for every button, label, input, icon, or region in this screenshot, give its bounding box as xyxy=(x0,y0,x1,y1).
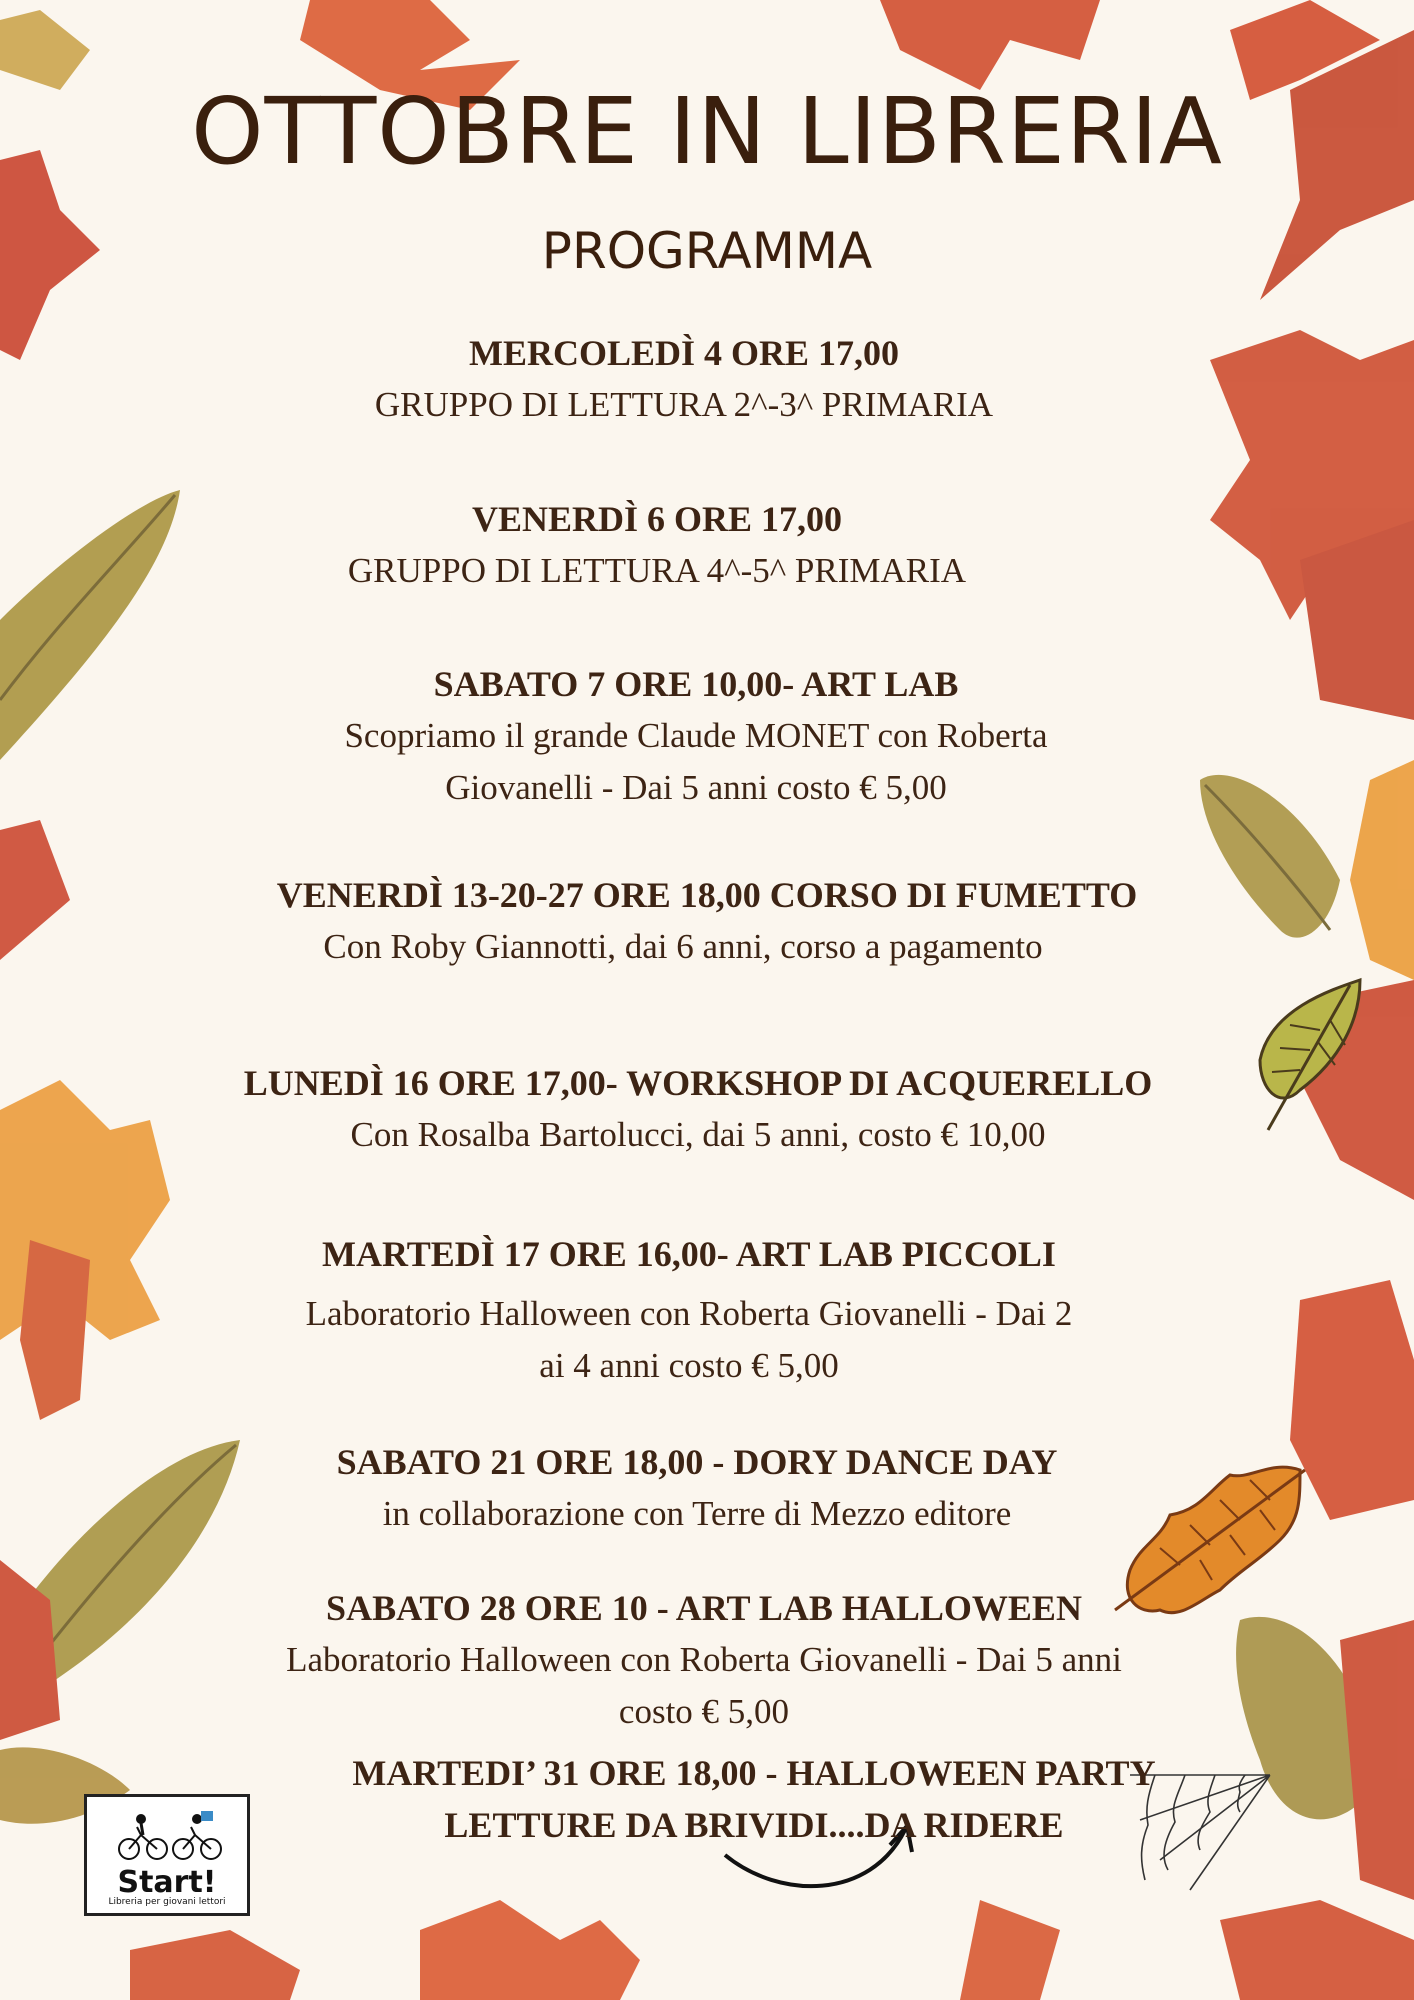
event-description: GRUPPO DI LETTURA 2^-3^ PRIMARIA xyxy=(374,385,994,424)
event-description: ai 4 anni costo € 5,00 xyxy=(539,1346,839,1385)
event-heading: SABATO 21 ORE 18,00 - DORY DANCE DAY xyxy=(336,1442,1058,1482)
event-item xyxy=(0,1436,1404,1540)
event-description: GRUPPO DI LETTURA 4^-5^ PRIMARIA xyxy=(347,551,967,590)
bookstore-logo xyxy=(84,1794,250,1916)
event-description: costo € 5,00 xyxy=(618,1692,790,1731)
event-item xyxy=(0,1582,1411,1738)
event-heading: MERCOLEDÌ 4 ORE 17,00 xyxy=(468,333,900,373)
event-description: Giovanelli - Dai 5 anni costo € 5,00 xyxy=(445,768,947,807)
event-heading: VENERDÌ 13-20-27 ORE 18,00 CORSO DI FUMETTO xyxy=(276,875,1138,915)
autumn-leaf-icon xyxy=(1220,1900,1414,2000)
event-description: Laboratorio Halloween con Roberta Giovanelli - Dai 2 xyxy=(305,1294,1073,1333)
event-item xyxy=(0,1228,1396,1392)
event-item xyxy=(0,327,1391,431)
event-description: Laboratorio Halloween con Roberta Giovanelli - Dai 5 anni xyxy=(286,1640,1122,1679)
event-item xyxy=(47,1747,1414,1851)
event-description: Con Roby Giannotti, dai 6 anni, corso a pagamento xyxy=(323,927,1043,966)
event-heading: SABATO 7 ORE 10,00- ART LAB xyxy=(433,664,959,704)
autumn-leaf-icon xyxy=(960,1900,1060,2000)
event-item xyxy=(0,1057,1405,1161)
page-subtitle: PROGRAMMA xyxy=(541,222,873,280)
event-item xyxy=(0,658,1403,814)
event-heading: VENERDÌ 6 ORE 17,00 xyxy=(471,499,843,539)
event-heading: SABATO 28 ORE 10 - ART LAB HALLOWEEN xyxy=(326,1588,1082,1628)
autumn-leaf-icon xyxy=(880,0,1100,90)
page-title: OTTOBRE IN LIBRERIA xyxy=(191,78,1223,185)
event-description: in collaborazione con Terre di Mezzo editore xyxy=(382,1494,1012,1533)
autumn-leaf-icon xyxy=(420,1900,640,2000)
event-description: Scopriamo il grande Claude MONET con Roberta xyxy=(344,716,1048,755)
event-item xyxy=(0,869,1390,973)
event-heading: MARTEDI’ 31 ORE 18,00 - HALLOWEEN PARTY xyxy=(352,1753,1156,1793)
logo-name: Start! xyxy=(117,1865,217,1900)
event-description: LETTURE DA BRIVIDI....DA RIDERE xyxy=(444,1805,1064,1845)
event-heading: MARTEDÌ 17 ORE 16,00- ART LAB PICCOLI xyxy=(322,1234,1056,1274)
event-item xyxy=(0,493,1364,597)
logo-tagline: Libreria per giovani lettori xyxy=(108,1897,226,1907)
autumn-leaf-icon xyxy=(130,1930,300,2000)
event-heading: LUNEDÌ 16 ORE 17,00- WORKSHOP DI ACQUERELLO xyxy=(243,1063,1153,1103)
cyclists-icon xyxy=(107,1805,227,1865)
event-description: Con Rosalba Bartolucci, dai 5 anni, costo € 10,00 xyxy=(350,1115,1046,1154)
